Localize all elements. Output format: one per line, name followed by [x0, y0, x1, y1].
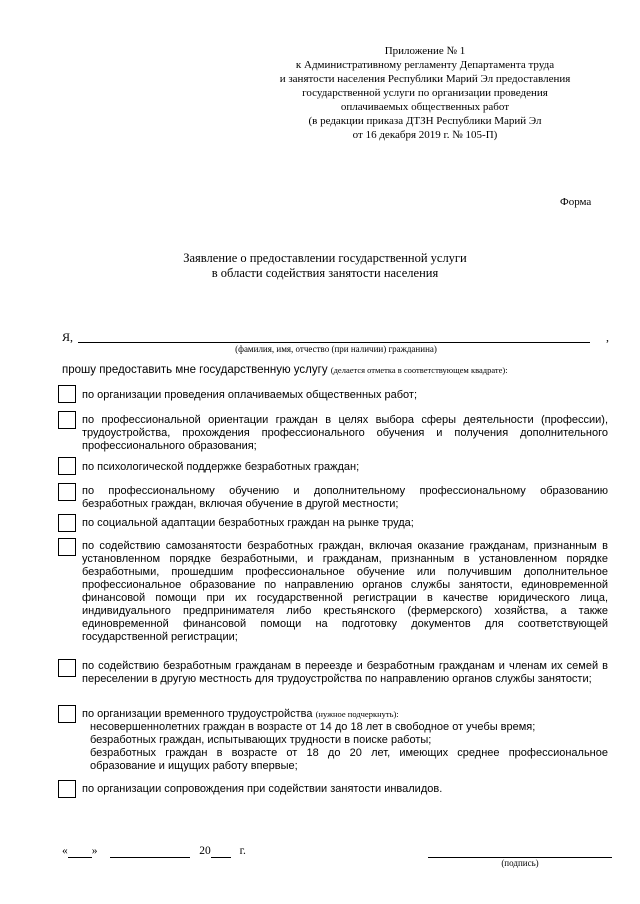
form-label: Форма [560, 196, 592, 208]
applicant-name-field[interactable] [78, 342, 590, 343]
option-checkbox-psychological-support[interactable] [58, 457, 76, 475]
option-checkbox-social-adaptation[interactable] [58, 514, 76, 532]
date-year-prefix: 20 [199, 845, 211, 857]
appendix-line: к Административному регламенту Департамента труда [295, 59, 555, 71]
title-line-1: Заявление о предоставлении государственной услуги [183, 251, 467, 265]
option-checkbox-self-employment[interactable] [58, 538, 76, 556]
option-temporary-employment [82, 708, 608, 773]
appendix-line: государственной услуги по организации проведения [302, 87, 548, 99]
appendix-line: (в редакции приказа ДТЗН Республики Марий Эл [308, 115, 542, 127]
option-disability-support: по организации сопровождения при содействии занятости инвалидов. [82, 783, 443, 795]
request-line [62, 364, 508, 376]
option-social-adaptation: по социальной адаптации безработных граждан на рынке труда; [82, 517, 414, 529]
option-psychological-support: по психологической поддержке безработных граждан; [82, 461, 360, 473]
applicant-prefix: Я, [62, 330, 74, 344]
option-self-employment: по содействию самозанятости безработных граждан, включая оказание гражданам, признанным в установленном порядке безработными, и гражданам, признанным в установленном порядке безработными, прошедшим профессиональное обучение или получившим дополнительное профессиональное образование по направлению органов службы занятости, единовременной финансовой помощи при их государственной регистрации в качестве юридического лица, индивидуального предпринимателя либо крестьянского (фермерского) хозяйства, а также единовременной финансовой помощи на подготовку документов для соответствующей государственной регистрации; [82, 540, 608, 643]
option-vocational-training: по профессиональному обучению и дополнительному профессиональному образованию безработных граждан, включая обучение в другой местности; [82, 485, 608, 510]
signature-hint: (подпись) [501, 858, 539, 868]
title-line-2: в области содействия занятости населения [211, 266, 439, 280]
date-day-field[interactable] [68, 845, 92, 858]
option-public-works: по организации проведения оплачиваемых общественных работ; [82, 389, 418, 401]
appendix-line: и занятости населения Республики Марий Эл предоставления [279, 73, 571, 85]
date-year-suffix: г. [239, 845, 246, 857]
option-checkbox-disability-support[interactable] [58, 780, 76, 798]
option-temporary-employment-text: по организации временного трудоустройства [82, 708, 313, 720]
date-year-field[interactable] [211, 845, 231, 858]
option-career-guidance: по профессиональной ориентации граждан в целях выбора сферы деятельности (профессии), трудоустройства, прохождения профессионального обучения и получения дополнительного профессионального образования; [82, 414, 608, 452]
applicant-suffix: , [606, 330, 609, 344]
appendix-header [250, 44, 600, 142]
request-text: прошу предоставить мне государственную услугу [62, 364, 328, 376]
appendix-line: оплачиваемых общественных работ [340, 101, 510, 113]
sub-option-minors[interactable]: несовершеннолетних граждан в возрасте от 14 до 18 лет в свободное от учебы время; [90, 721, 536, 733]
request-note: (делается отметка в соответствующем квадрате): [330, 365, 508, 375]
option-relocation: по содействию безработным гражданам в переезде и безработным гражданам и членам их семей в переселении в другую местность для трудоустройства по направлению органов службы занятости; [82, 660, 608, 685]
option-checkbox-career-guidance[interactable] [58, 411, 76, 429]
date-close-quote: » [91, 845, 98, 857]
appendix-line: Приложение № 1 [384, 45, 466, 57]
option-checkbox-public-works[interactable] [58, 385, 76, 403]
date-open-quote: « [62, 845, 68, 857]
applicant-name-hint: (фамилия, имя, отчество (при наличии) гражданина) [235, 344, 437, 354]
sub-option-hard-to-place[interactable]: безработных граждан, испытывающих трудности в поиске работы; [90, 734, 432, 746]
option-temporary-employment-note: (нужное подчеркнуть): [315, 709, 399, 719]
option-checkbox-vocational-training[interactable] [58, 483, 76, 501]
document-title [90, 251, 560, 281]
option-checkbox-temporary-employment[interactable] [58, 705, 76, 723]
sub-option-young-graduates[interactable]: безработных граждан в возрасте от 18 до 20 лет, имеющих среднее профессиональное образование и ищущих работу впервые; [90, 747, 608, 772]
date-field [62, 845, 246, 858]
option-checkbox-relocation[interactable] [58, 659, 76, 677]
appendix-line: от 16 декабря 2019 г. № 105-П) [352, 129, 498, 141]
date-month-field[interactable] [110, 845, 190, 858]
